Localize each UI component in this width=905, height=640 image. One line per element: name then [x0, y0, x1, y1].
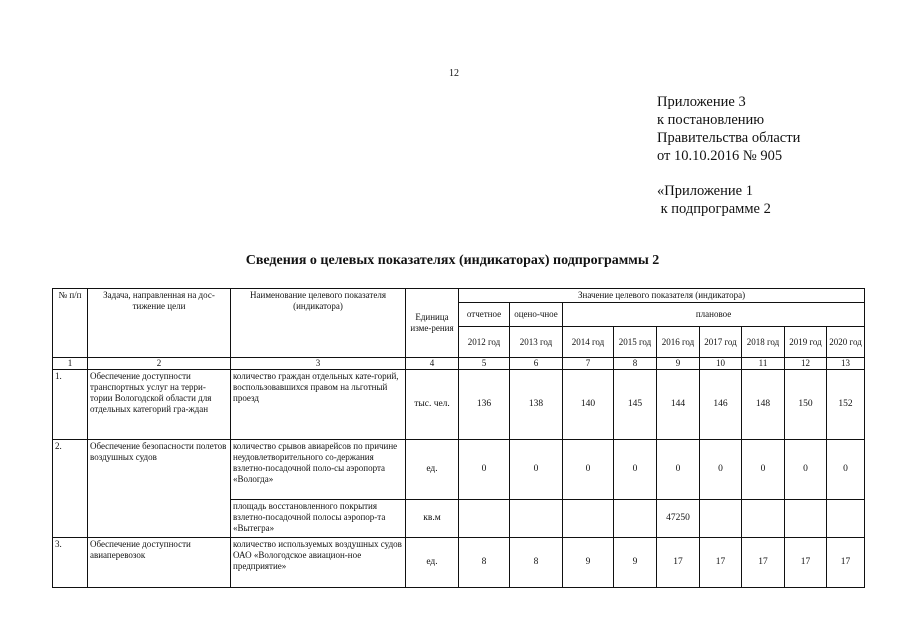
header-year: 2012 год — [459, 327, 510, 358]
row-value: 0 — [563, 440, 614, 500]
header-year: 2016 год — [657, 327, 700, 358]
row-value: 0 — [785, 440, 827, 500]
row-indicator: количество граждан отдельных кате-горий, воспользовавшихся правом на льготный проезд — [231, 370, 406, 440]
row-value — [700, 500, 742, 538]
row-value: 146 — [700, 370, 742, 440]
row-value: 17 — [742, 538, 785, 588]
row-task: Обеспечение доступности транспортных услуг на терри-тории Вологодской области для отдельных категорий гра-ждан — [88, 370, 231, 440]
row-value: 150 — [785, 370, 827, 440]
row-indicator: количество используемых воздушных судов ОАО «Вологодское авиацион-ное предприятие» — [231, 538, 406, 588]
column-number: 10 — [700, 358, 742, 370]
row-value: 0 — [657, 440, 700, 500]
row-value: 136 — [459, 370, 510, 440]
column-number: 2 — [88, 358, 231, 370]
row-value: 0 — [459, 440, 510, 500]
header-year: 2020 год — [827, 327, 865, 358]
row-value: 17 — [827, 538, 865, 588]
row-value: 0 — [510, 440, 563, 500]
row-no: 3. — [53, 538, 88, 588]
column-number: 7 — [563, 358, 614, 370]
row-unit: тыс. чел. — [406, 370, 459, 440]
row-value: 140 — [563, 370, 614, 440]
row-unit: ед. — [406, 538, 459, 588]
header-year: 2015 год — [614, 327, 657, 358]
header-unit: Единица изме-рения — [406, 289, 459, 358]
indicators-table — [52, 288, 865, 588]
column-number: 9 — [657, 358, 700, 370]
row-task: Обеспечение безопасности полетов воздушных судов — [88, 440, 231, 538]
appendix-line: Правительства области — [657, 130, 801, 146]
column-number: 6 — [510, 358, 563, 370]
row-value — [510, 500, 563, 538]
column-number-row — [53, 358, 865, 370]
header-year: 2017 год — [700, 327, 742, 358]
row-value: 0 — [827, 440, 865, 500]
row-value: 8 — [459, 538, 510, 588]
header-year: 2013 год — [510, 327, 563, 358]
row-value: 144 — [657, 370, 700, 440]
column-number: 5 — [459, 358, 510, 370]
appendix-note — [657, 93, 800, 218]
appendix-line: к постановлению — [657, 112, 765, 128]
column-number: 13 — [827, 358, 865, 370]
row-value — [614, 500, 657, 538]
table-row — [53, 370, 865, 440]
appendix-line: к подпрограмме 2 — [657, 201, 771, 217]
row-unit: кв.м — [406, 500, 459, 538]
row-value — [459, 500, 510, 538]
row-value: 0 — [742, 440, 785, 500]
table-row — [53, 440, 865, 500]
header-task: Задача, направленная на дос-тижение цели — [88, 289, 231, 358]
header-value-group: Значение целевого показателя (индикатора) — [459, 289, 865, 303]
row-value: 148 — [742, 370, 785, 440]
row-value — [742, 500, 785, 538]
row-unit: ед. — [406, 440, 459, 500]
row-value — [785, 500, 827, 538]
header-no: № п/п — [53, 289, 88, 358]
row-value — [563, 500, 614, 538]
row-indicator: площадь восстановленного покрытия взлетно-посадочной полосы аэропор-та «Вытегра» — [231, 500, 406, 538]
header-estimated: оцено-чное — [510, 303, 563, 327]
row-value: 17 — [657, 538, 700, 588]
table-row — [53, 538, 865, 588]
document-title: Сведения о целевых показателях (индикаторах) подпрограммы 2 — [245, 253, 660, 268]
header-year: 2014 год — [563, 327, 614, 358]
column-number: 3 — [231, 358, 406, 370]
appendix-line: «Приложение 1 — [657, 183, 753, 199]
column-number: 12 — [785, 358, 827, 370]
row-value: 145 — [614, 370, 657, 440]
row-value: 9 — [563, 538, 614, 588]
header-planned: плановое — [563, 303, 865, 327]
row-value: 8 — [510, 538, 563, 588]
appendix-line: от 10.10.2016 № 905 — [657, 148, 783, 164]
appendix-line: Приложение 3 — [657, 94, 746, 110]
header-reported: отчетное — [459, 303, 510, 327]
column-number: 1 — [53, 358, 88, 370]
row-indicator: количество срывов авиарейсов по причине неудовлетворительного со-держания взлетно-посадочной поло-сы аэропорта «Вологда» — [231, 440, 406, 500]
row-value: 17 — [700, 538, 742, 588]
row-value: 47250 — [657, 500, 700, 538]
row-value: 9 — [614, 538, 657, 588]
header-indicator: Наименование целевого показателя (индикатора) — [231, 289, 406, 358]
row-value: 0 — [614, 440, 657, 500]
column-number: 4 — [406, 358, 459, 370]
row-value: 152 — [827, 370, 865, 440]
column-number: 11 — [742, 358, 785, 370]
header-year: 2018 год — [742, 327, 785, 358]
row-value: 0 — [700, 440, 742, 500]
row-no: 1. — [53, 370, 88, 440]
page-number: 12 — [449, 68, 459, 79]
row-value — [827, 500, 865, 538]
row-value: 17 — [785, 538, 827, 588]
row-no: 2. — [53, 440, 88, 538]
column-number: 8 — [614, 358, 657, 370]
row-value: 138 — [510, 370, 563, 440]
row-task: Обеспечение доступности авиаперевозок — [88, 538, 231, 588]
header-year: 2019 год — [785, 327, 827, 358]
